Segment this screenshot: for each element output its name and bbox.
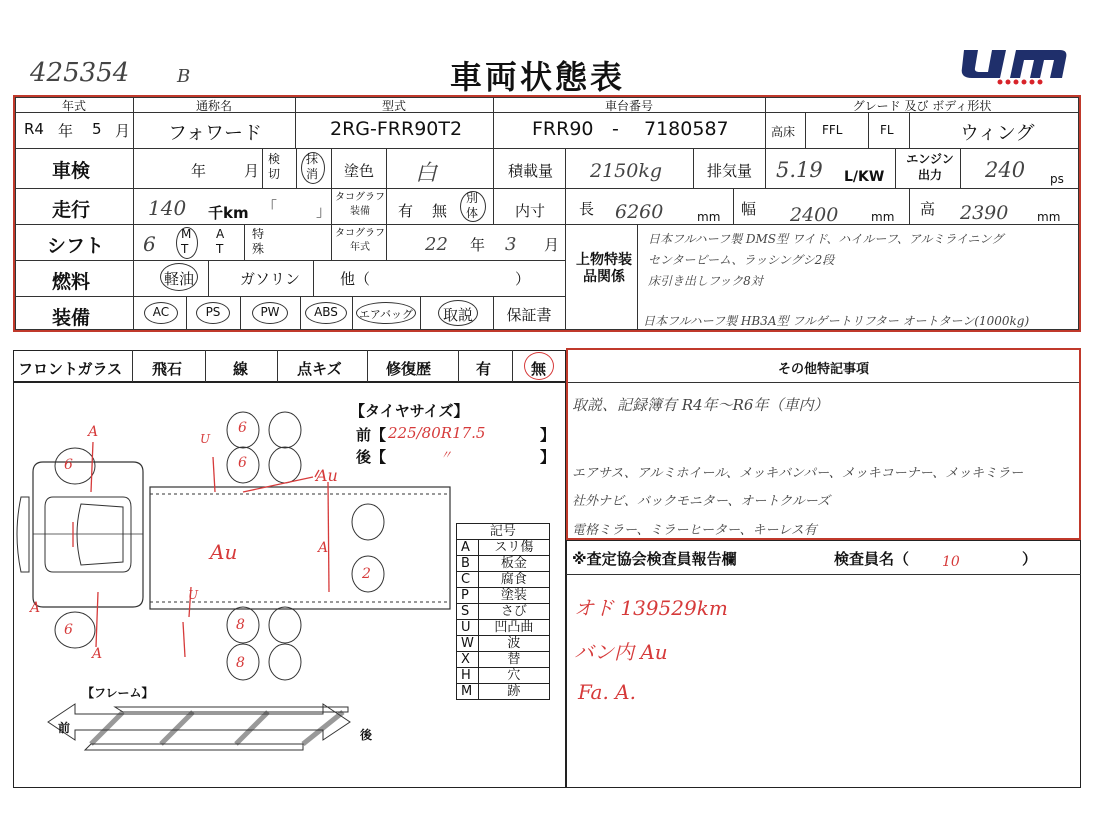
tire-mark-2: 6 [238, 420, 247, 436]
logo [960, 40, 1070, 85]
load-label: 積載量 [508, 162, 554, 180]
fuel-diesel: 軽油 [164, 270, 195, 288]
um-logo-icon [960, 40, 1070, 85]
repair-no: 無 [531, 360, 547, 378]
frame-label: 【フレーム】 [82, 686, 154, 700]
glass-spot: 点キズ [297, 360, 342, 378]
damage-legend: 記号 A スリ傷 B 板金 C 腐食 P 塗装 S さび U 凹凸曲 W 波 X 替 H 穴 M 跡 [456, 523, 550, 700]
cab-outline [33, 462, 143, 607]
tacho-separate: 別体 [466, 191, 479, 220]
equip-ac: AC [152, 305, 170, 319]
notes-line-2: エアサス、アルミホイール、メッキバンパー、メッキコーナー、メッキミラー [572, 466, 1024, 481]
cab-inner [45, 497, 131, 572]
tacho-device-label: タコグラフ装備 [335, 192, 385, 217]
common-name-header: 通称名 [195, 99, 232, 113]
tire-front-label: 前【 [356, 426, 387, 444]
chassis-dash: - [612, 118, 619, 140]
tire-size-label: 【タイヤサイズ】 [350, 402, 469, 420]
year-type-header: 年式 [61, 99, 86, 113]
height-mm: mm [1037, 210, 1061, 224]
special-label: 特殊 [252, 227, 265, 256]
length-value: 6260 [615, 201, 664, 223]
inspection-label: 車検 [52, 160, 91, 182]
massho: 抹消 [306, 152, 319, 181]
bracket-open: 「 [262, 198, 278, 216]
tacho-tsuki: 月 [544, 236, 560, 254]
upper-line-4: 日本フルハーフ製 HB3A型 フルゲートリフター オートターン(1000kg) [643, 314, 1030, 328]
equip-warranty: 保証書 [506, 306, 552, 324]
tire-front-value: 225/80R17.5 [388, 424, 486, 442]
tire-mark-1: 6 [64, 457, 73, 473]
frame-front: 前 [58, 721, 71, 735]
chassis-prefix: FRR90 [532, 118, 594, 140]
tire-rear-value: 〃 [440, 448, 453, 462]
ps-unit: ps [1050, 172, 1064, 186]
fuel-other-close: ） [515, 270, 531, 288]
ken-kiri: 検切 [268, 152, 281, 181]
width-mm: mm [871, 210, 895, 224]
paint-label: 塗色 [344, 162, 375, 180]
glass-chip: 飛石 [152, 360, 183, 378]
upper-equipment-label: 上物特装品関係 [576, 252, 632, 285]
notes-line-4: 電格ミラー、ミラーヒーター、キーレス有 [572, 523, 817, 538]
frame-rear: 後 [360, 728, 373, 742]
length-mm: mm [697, 210, 721, 224]
l-kw-unit: L/KW [844, 169, 885, 185]
front-glass-label: フロントガラス [18, 360, 123, 378]
fuel-other: 他（ [340, 270, 371, 288]
width-label: 幅 [741, 200, 757, 218]
equip-pw: PW [260, 305, 280, 319]
paint-value: 白 [415, 161, 438, 186]
front-bumper [17, 497, 29, 572]
tacho-year-value: 22 [425, 234, 448, 255]
load-value: 2150kg [590, 160, 663, 182]
model-header: 型式 [381, 99, 406, 113]
mark-a-4: A [318, 540, 329, 556]
ffl-label: FFL [822, 123, 843, 137]
tacho-year-label: タコグラフ年式 [335, 228, 385, 253]
height-label: 高 [920, 200, 936, 218]
chassis-number: 7180587 [644, 118, 729, 140]
tire-rear-label: 後【 [356, 448, 387, 466]
tire-mark-6: 8 [236, 617, 245, 633]
grade-header: グレード 及び ボディ形状 [852, 99, 992, 113]
tacho-month-value: 3 [505, 234, 517, 255]
tacho-ari: 有 [398, 202, 414, 220]
upper-line-1: 日本フルハーフ製 DMS型 ワイド、ハイルーフ、アルミライニング [648, 232, 1004, 246]
report-line-1: オド 139529km [574, 596, 728, 620]
report-line-3: Fa. A. [578, 680, 636, 704]
nen-label: 年 [58, 122, 74, 140]
notes-line-1: 取説、記録簿有 R4年〜R6年（車内） [572, 396, 829, 414]
chassis-header: 車台番号 [604, 99, 653, 113]
mark-a-2: A [30, 600, 41, 616]
month-value: 5 [92, 120, 102, 138]
length-label: 長 [579, 200, 595, 218]
repair-history-label: 修復歴 [386, 360, 432, 378]
height-value: 2390 [960, 202, 1009, 224]
tire-mark-5: 2 [362, 566, 371, 582]
fl-label: FL [880, 123, 894, 137]
equip-abs: ABS [314, 305, 338, 319]
mark-a-3: A [92, 646, 103, 662]
common-name-value: フォワード [168, 122, 263, 144]
equip-manual: 取説 [442, 306, 473, 324]
legend-title: 記号 [457, 524, 550, 540]
notes-line-3: 社外ナビ、バックモニター、オートクルーズ [572, 494, 831, 509]
mileage-label: 走行 [52, 199, 91, 221]
tire-mark-4: 6 [64, 622, 73, 638]
mark-u-1: U [200, 432, 211, 446]
thousand-km: 千km [208, 204, 249, 222]
body-type: ウィング [960, 122, 1035, 144]
tacho-nen: 年 [470, 236, 486, 254]
repair-yes: 有 [476, 360, 492, 378]
inspector-name-value: 10 [942, 554, 960, 570]
mark-au-right: Au [316, 466, 338, 485]
mark-au-center: Au [210, 540, 238, 564]
grade-letter: B [177, 66, 191, 87]
fuel-label: 燃料 [52, 271, 91, 293]
upper-line-2: センタービーム、ラッシングシ2段 [648, 253, 835, 267]
insp-nen: 年 [191, 162, 207, 180]
report-line-2: バン内 Au [574, 640, 668, 664]
tire-mark-3: 6 [238, 455, 247, 471]
inspector-report-label: ※査定協会検査員報告欄 [572, 550, 737, 568]
inspector-close: ） [1022, 550, 1038, 568]
displacement-label: 排気量 [707, 162, 753, 180]
tacho-nashi: 無 [432, 202, 448, 220]
engine-output-label: エンジン出力 [906, 152, 954, 182]
other-notes-title: その他特記事項 [777, 362, 869, 377]
upper-line-3: 床引き出しフック8対 [648, 274, 763, 288]
insp-tsuki: 月 [244, 162, 260, 180]
at-label: A T [216, 227, 225, 256]
gears-value: 6 [143, 232, 156, 256]
equipment-label: 装備 [52, 307, 91, 329]
fuel-gasoline: ガソリン [240, 270, 301, 288]
mileage-value: 140 [148, 196, 187, 220]
mt-label: M T [181, 227, 192, 256]
equip-airbag: エアバッグ [358, 308, 414, 321]
cab-label: 高床 [771, 125, 796, 139]
mark-u-2: U [188, 588, 199, 602]
inner-dims-label: 内寸 [515, 202, 546, 220]
stock-number: 425354 [30, 58, 130, 88]
tire-mark-7: 8 [236, 655, 245, 671]
inspector-name-label: 検査員名（ [834, 550, 910, 568]
engine-output-value: 240 [985, 158, 1026, 182]
tsuki-label: 月 [115, 122, 131, 140]
bracket-close: 」 [316, 202, 332, 220]
year-value: R4 [24, 120, 44, 138]
glass-line: 線 [233, 360, 249, 378]
model-value: 2RG-FRR90T2 [330, 118, 463, 140]
equip-ps: PS [205, 305, 221, 319]
page-title: 車両状態表 [450, 58, 626, 96]
mark-a-1: A [88, 424, 99, 440]
displacement-value: 5.19 [776, 158, 823, 182]
width-value: 2400 [790, 204, 839, 226]
shift-label: シフト [47, 235, 105, 257]
